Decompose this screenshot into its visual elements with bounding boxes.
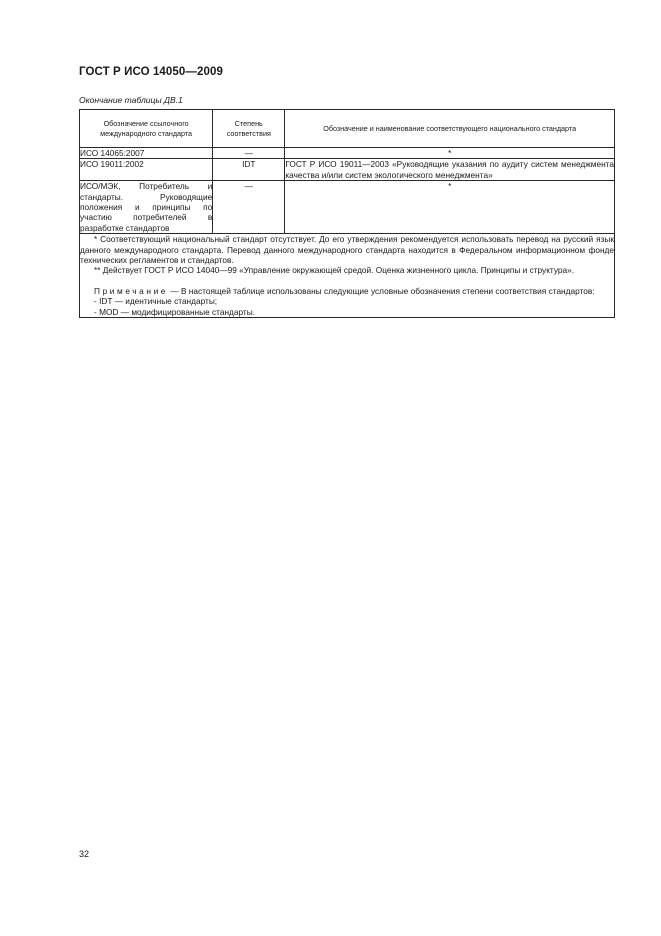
degree-cell: — (213, 148, 285, 159)
column-header-national: Обозначение и наименование соответствующего национального стандарта (285, 110, 615, 148)
page-number: 32 (79, 849, 90, 859)
notes-cell (80, 234, 615, 318)
column-header-degree: Степень соответствия (213, 110, 285, 148)
reference-cell: ИСО/МЭК, Потребитель и стандарты. Руководящие положения и принципы по участию потребителей в разработке стандартов (80, 181, 213, 233)
table-row (80, 148, 615, 159)
table-header-row (80, 110, 615, 148)
table-row (80, 159, 615, 181)
note-item-mod: - MOD — модифицированные стандарты. (94, 306, 256, 317)
degree-cell: IDT (213, 159, 285, 181)
column-header-reference: Обозначение ссылочного международного стандарта (80, 110, 213, 148)
note-item-idt: - IDT — идентичные стандарты; (94, 296, 218, 307)
national-cell: * (285, 148, 615, 159)
document-header: ГОСТ Р ИСО 14050—2009 (79, 66, 224, 78)
national-cell: ГОСТ Р ИСО 19011—2003 «Руководящие указания по аудиту систем менеджмента качества и/или систем экологического менеджмента» (285, 159, 614, 180)
table-row (80, 181, 615, 234)
note-paragraph (80, 286, 614, 296)
table-caption: Окончание таблицы ДВ.1 (79, 95, 183, 105)
national-cell: * (285, 181, 615, 234)
reference-cell: ИСО 19011:2002 (80, 159, 213, 181)
footnote-2: ** Действует ГОСТ Р ИСО 14040—99 «Управление окружающей средой. Оценка жизненного цикла. Принципы и структура». (94, 265, 575, 276)
degree-cell: — (213, 181, 285, 234)
notes-row (80, 234, 615, 318)
note-text: — В настоящей таблице использованы следующие условные обозначения степени соответствия стандартов: (168, 285, 595, 296)
standards-table (79, 109, 615, 318)
footnote-1: * Соответствующий национальный стандарт отсутствует. До его утверждения рекомендуется использовать перевод на русский язык данного международного стандарта. Перевод данного международного стандарта находится в Федеральном информационном фонде технических регламентов и стандартов. (80, 234, 614, 266)
note-label: Примечание (94, 285, 169, 296)
reference-cell: ИСО 14065:2007 (80, 148, 213, 159)
